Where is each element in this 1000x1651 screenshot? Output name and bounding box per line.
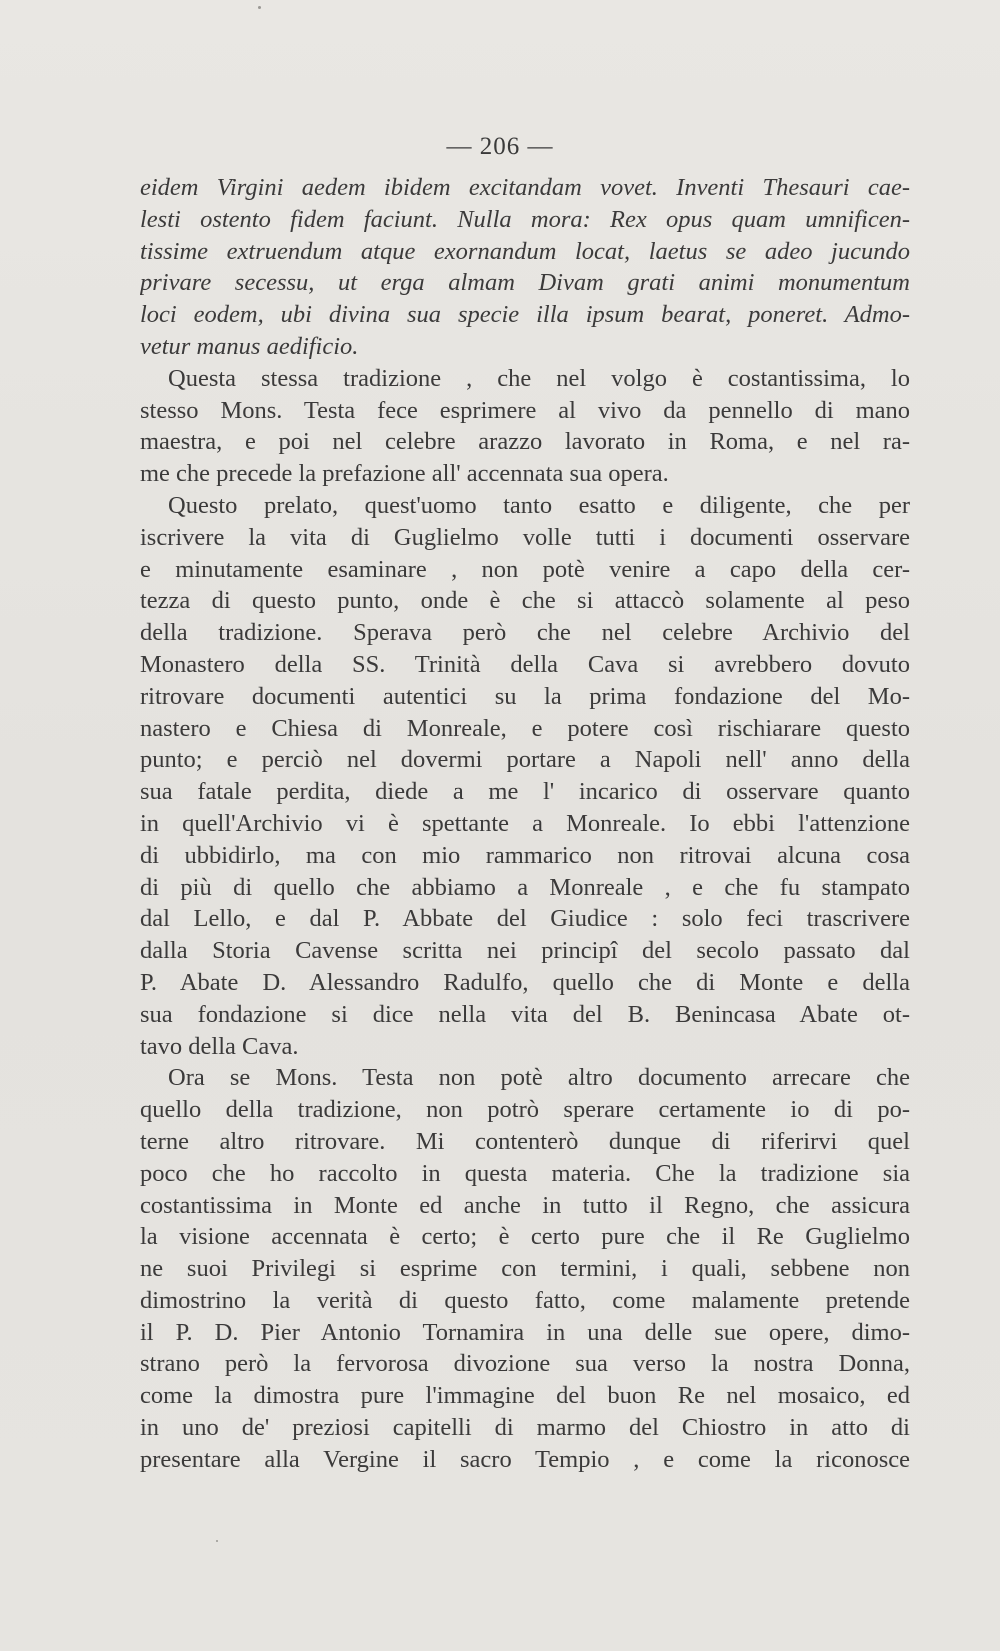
text-line: tavo della Cava. — [140, 1032, 299, 1060]
text-line: come la dimostra pure l'immagine del buon Re nel mosaico, ed — [140, 1382, 910, 1410]
paper-speck — [216, 1540, 218, 1542]
text-line: dal Lello, e dal P. Abbate del Giudice : solo feci trascrivere — [140, 905, 910, 933]
paper-speck — [258, 6, 261, 9]
text-line: presentare alla Vergine il sacro Tempio , e come la riconosce — [140, 1445, 910, 1473]
text-line: nastero e Chiesa di Monreale, e potere così rischiarare questo — [140, 714, 910, 742]
text-line: sua fatale perdita, diede a me l' incarico di osservare quanto — [140, 778, 910, 806]
page-number: — 206 — — [446, 133, 554, 160]
text-line: Monastero della SS. Trinità della Cava si avrebbero dovuto — [140, 650, 910, 678]
text-line: privare secessu, ut erga almam Divam grati animi monumentum — [140, 269, 910, 297]
text-line: della tradizione. Sperava però che nel celebre Archivio del — [140, 619, 910, 647]
text-line: vetur manus aedificio. — [140, 332, 359, 360]
text-line: in quell'Archivio vi è spettante a Monreale. Io ebbi l'attenzione — [140, 809, 910, 837]
text-line: Ora se Mons. Testa non potè altro documento arrecare che — [168, 1064, 910, 1092]
text-line: costantissima in Monte ed anche in tutto il Regno, che assicura — [140, 1191, 910, 1219]
text-line: Questo prelato, quest'uomo tanto esatto e diligente, che per — [168, 491, 910, 519]
text-line: di più di quello che abbiamo a Monreale , e che fu stampato — [140, 873, 910, 901]
text-line: in uno de' preziosi capitelli di marmo del Chiostro in atto di — [140, 1414, 910, 1442]
text-line: sua fondazione si dice nella vita del B. Benincasa Abate ot- — [140, 1000, 910, 1028]
text-line: maestra, e poi nel celebre arazzo lavorato in Roma, e nel ra- — [140, 428, 910, 456]
text-line: dimostrino la verità di questo fatto, come malamente pretende — [140, 1286, 910, 1314]
text-line: lesti ostento fidem faciunt. Nulla mora: Rex opus quam umnificen- — [140, 205, 910, 233]
text-line: P. Abate D. Alessandro Radulfo, quello che di Monte e della — [140, 968, 910, 996]
text-line: tezza di questo punto, onde è che si attaccò solamente al peso — [140, 587, 910, 615]
text-line: loci eodem, ubi divina sua specie illa ipsum bearat, poneret. Admo- — [140, 301, 910, 329]
text-line: me che precede la prefazione all' accennata sua opera. — [140, 460, 669, 488]
text-line: ritrovare documenti autentici su la prima fondazione del Mo- — [140, 682, 910, 710]
text-line: quello della tradizione, non potrò sperare certamente io di po- — [140, 1096, 910, 1124]
text-line: strano però la fervorosa divozione sua verso la nostra Donna, — [140, 1350, 910, 1378]
text-line: eidem Virgini aedem ibidem excitandam vovet. Inventi Thesauri cae- — [140, 174, 910, 201]
text-line: il P. D. Pier Antonio Tornamira in una delle sue opere, dimo- — [140, 1318, 910, 1346]
text-line: terne altro ritrovare. Mi contenterò dunque di riferirvi quel — [140, 1127, 910, 1155]
text-line: dalla Storia Cavense scritta nei principî del secolo passato dal — [140, 937, 910, 965]
text-line: stesso Mons. Testa fece esprimere al vivo da pennello di mano — [140, 396, 910, 424]
text-line: punto; e perciò nel dovermi portare a Napoli nell' anno della — [140, 746, 910, 774]
text-line: la visione accennata è certo; è certo pure che il Re Guglielmo — [140, 1223, 910, 1251]
text-line: iscrivere la vita di Guglielmo volle tutti i documenti osservare — [140, 523, 910, 551]
text-line: e minutamente esaminare , non potè venire a capo della cer- — [140, 555, 910, 583]
text-line: Questa stessa tradizione , che nel volgo è costantissima, lo — [168, 364, 910, 392]
text-line: tissime extruendum atque exornandum locat, laetus se adeo jucundo — [140, 237, 910, 265]
text-line: poco che ho raccolto in questa materia. Che la tradizione sia — [140, 1159, 910, 1187]
text-line: ne suoi Privilegi si esprime con termini, i quali, sebbene non — [140, 1255, 910, 1283]
body-text — [140, 172, 910, 1476]
text-line: di ubbidirlo, ma con mio rammarico non ritrovai alcuna cosa — [140, 841, 910, 869]
